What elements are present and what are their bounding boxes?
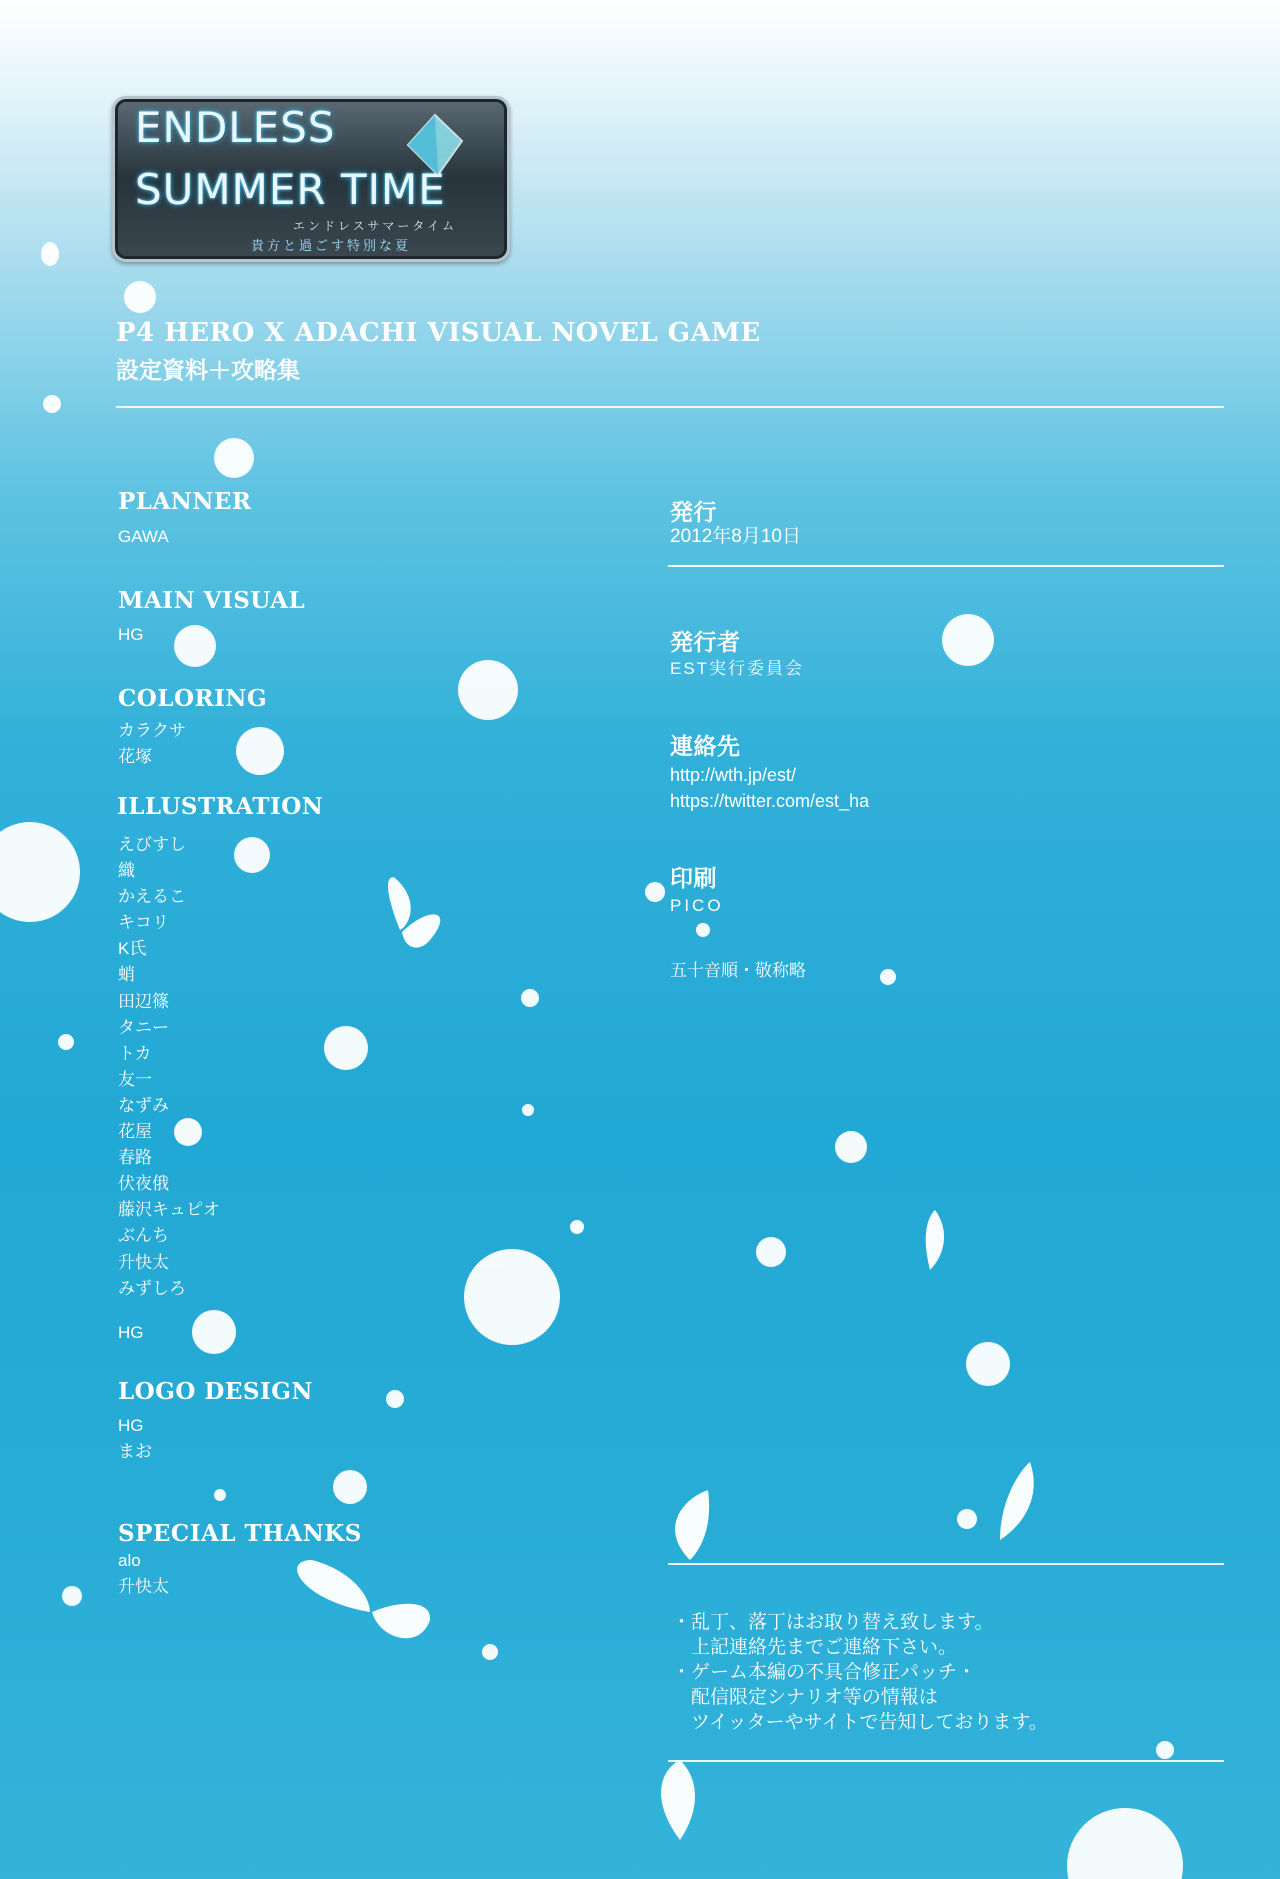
logo-design-heading: LOGO DESIGN [118, 1378, 313, 1405]
logo-tagline: 貴方と過ごす特別な夏 [251, 239, 412, 254]
illustrator-name: 升快太 [118, 1252, 169, 1272]
illustrator-name: ぶんち [118, 1226, 169, 1246]
logo-design-names [118, 1413, 152, 1465]
illustrator-name: 蛸 [118, 965, 135, 985]
illustrator-name: えびすし [118, 835, 186, 854]
contact-links [670, 762, 869, 814]
illustrator-name: K氏 [118, 939, 147, 959]
main-visual-heading: MAIN VISUAL [118, 587, 306, 614]
website-link[interactable]: http://wth.jp/est/ [670, 765, 797, 785]
illustrator-name: なずみ [118, 1095, 169, 1115]
issue-date: 2012年8月10日 [670, 526, 801, 547]
illustrator-name: かえるこ [118, 887, 186, 907]
illustrator-name: 友一 [118, 1069, 152, 1089]
publisher-name: EST実行委員会 [670, 659, 805, 678]
coloring-name: 花塚 [118, 747, 152, 766]
illustration-heading: ILLUSTRATION [117, 793, 324, 820]
illustration-extra-name: HG [118, 1323, 144, 1342]
book-subtitle-english: P4 HERO X ADACHI VISUAL NOVEL GAME [116, 318, 761, 348]
special-thanks-name: 升快太 [118, 1577, 169, 1596]
main-visual-name: HG [118, 625, 144, 644]
logo-line-2: SUMMER TIME [135, 165, 446, 214]
illustrator-name: 伏夜俄 [118, 1174, 169, 1194]
printing-heading: 印刷 [670, 865, 717, 892]
illustrator-name: トカ [118, 1043, 152, 1063]
illustrator-name: キコリ [118, 913, 169, 933]
planner-name: GAWA [118, 527, 169, 546]
illustrator-name: 春路 [118, 1148, 152, 1168]
logo-designer-name: まお [118, 1442, 152, 1461]
notice-line: ・ゲーム本編の不具合修正パッチ・ [672, 1662, 977, 1683]
planner-heading: PLANNER [118, 488, 252, 515]
special-thanks-heading: SPECIAL THANKS [118, 1520, 362, 1547]
notice-line: ・乱丁、落丁はお取り替え致します。 [672, 1612, 994, 1633]
endless-summer-time-logo [112, 96, 510, 262]
issue-heading: 発行 [670, 499, 717, 526]
notice-line: 配信限定シナリオ等の情報は [672, 1687, 938, 1708]
special-thanks-name: alo [118, 1551, 141, 1570]
notice-top-divider [668, 1563, 1224, 1565]
contact-heading: 連絡先 [670, 733, 741, 760]
header-divider [116, 406, 1224, 408]
coloring-names [118, 718, 186, 770]
notice-bottom-divider [668, 1760, 1224, 1762]
illustration-names [118, 832, 220, 1302]
coloring-heading: COLORING [118, 685, 268, 712]
notice-text [672, 1610, 1048, 1735]
illustrator-name: 織 [118, 861, 135, 881]
illustrator-name: 花屋 [118, 1122, 152, 1142]
illustrator-name: 田辺篠 [118, 991, 169, 1011]
notice-line: 上記連絡先までご連絡下さい。 [672, 1637, 958, 1658]
printer-name: PICO [670, 896, 724, 915]
ordering-note: 五十音順・敬称略 [670, 961, 806, 980]
book-subtitle-japanese: 設定資料＋攻略集 [116, 357, 300, 384]
issue-divider [668, 565, 1224, 567]
twitter-link[interactable]: https://twitter.com/est_ha [670, 791, 870, 811]
illustrator-name: みずしろ [118, 1278, 186, 1298]
publisher-heading: 発行者 [670, 629, 741, 656]
illustrator-name: 藤沢キュピオ [118, 1200, 220, 1220]
coloring-name: カラクサ [118, 721, 186, 740]
logo-line-1: ENDLESS [135, 103, 336, 152]
logo-designer-name: HG [118, 1416, 144, 1435]
logo-kana: エンドレスサマータイム [293, 219, 458, 233]
notice-line: ツイッターやサイトで告知しております。 [672, 1712, 1048, 1733]
illustrator-name: タニー [118, 1017, 169, 1037]
special-thanks-names [118, 1548, 169, 1600]
crystal-icon [400, 111, 470, 181]
